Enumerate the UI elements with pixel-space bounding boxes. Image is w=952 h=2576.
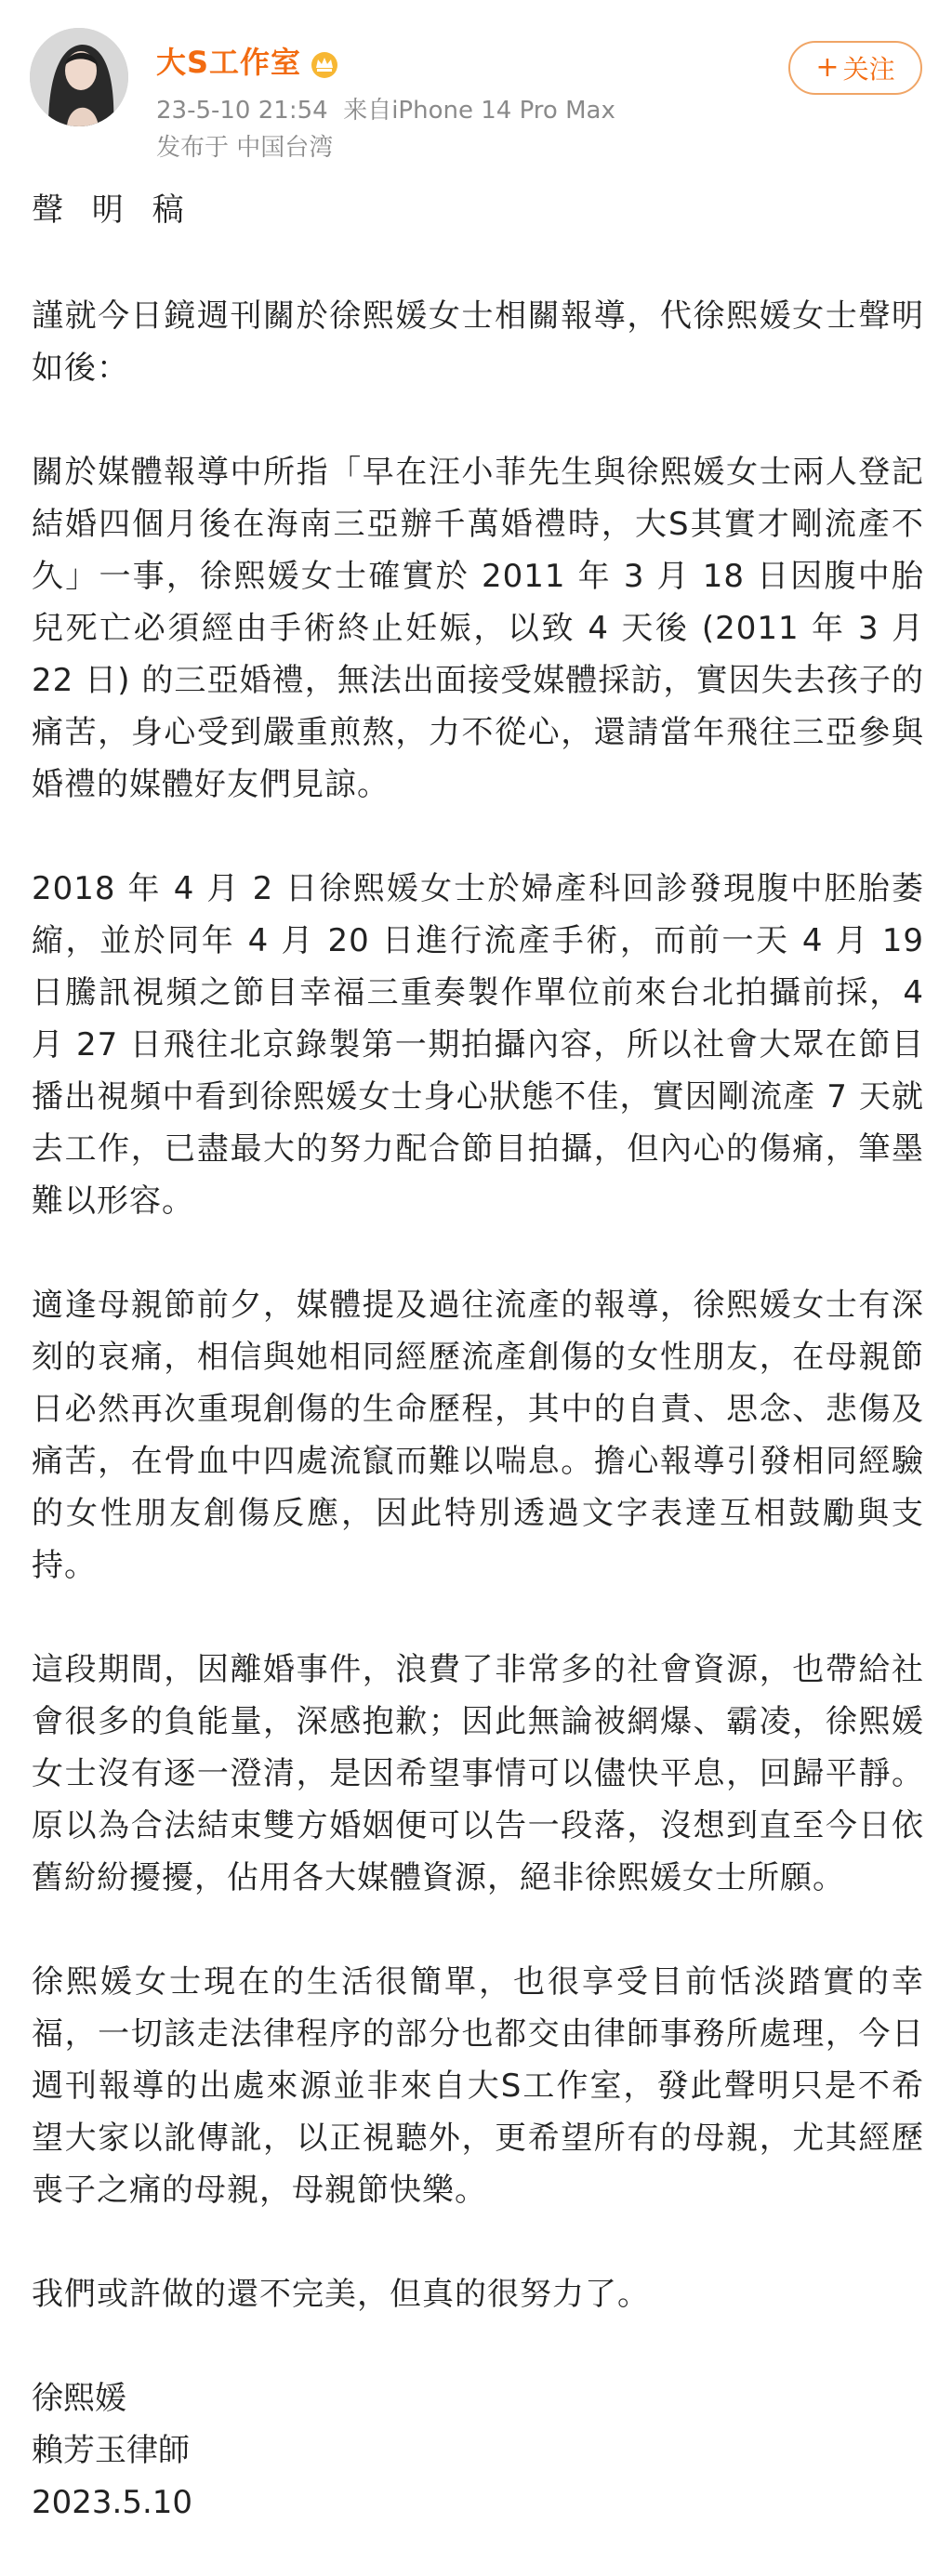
author-name[interactable] (156, 39, 340, 82)
author-name-text[interactable]: 大S工作室 (156, 45, 302, 80)
post-body (32, 182, 924, 2529)
plus-icon: + (815, 51, 840, 84)
post-date: 23-5-10 21:54 (156, 97, 328, 125)
crown-badge-icon (309, 49, 340, 79)
signatory-name: 徐熙媛 (32, 2380, 126, 2417)
statement-paragraph: 2018 年 4 月 2 日徐熙媛女士於婦產科回診發現腹中胚胎萎縮，並於同年 4 月 20 日進行流產手術，而前一天 4 月 19 日騰訊視頻之節目幸福三重奏製作單位前來台北拍攝前採，4 月 27 日飛往北京錄製第一期拍攝內容，所以社會大眾在節目播出視頻中看到徐熙媛女士身心狀態不佳，實因剛流產 7 天就去工作，已盡最大的努力配合節目拍攝，但內心的傷痛，筆墨難以形容。 (32, 870, 924, 1220)
post-location: 发布于 中国台湾 (156, 134, 334, 162)
post-meta (156, 91, 615, 125)
post-source: 来自iPhone 14 Pro Max (343, 97, 615, 125)
avatar-photo (30, 28, 128, 126)
follow-label: 关注 (842, 54, 895, 85)
statement-paragraph: 適逢母親節前夕，媒體提及過往流產的報導，徐熙媛女士有深刻的哀痛，相信與她相同經歷流產創傷的女性朋友，在母親節日必然再次重現創傷的生命歷程，其中的自責、思念、悲傷及痛苦，在骨血中四處流竄而難以喘息。擔心報導引發相同經驗的女性朋友創傷反應，因此特別透過文字表達互相鼓勵與支持。 (32, 1287, 924, 1584)
statement-paragraph: 這段期間，因離婚事件，浪費了非常多的社會資源，也帶給社會很多的負能量，深感抱歉；因此無論被網爆、霸凌，徐熙媛女士沒有逐一澄清，是因希望事情可以儘快平息，回歸平靜。原以為合法結束雙方婚姻便可以告一段落，沒想到直至今日依舊紛紛擾擾，佔用各大媒體資源，絕非徐熙媛女士所願。 (32, 1651, 924, 1896)
post-header (0, 0, 952, 162)
statement-date: 2023.5.10 (32, 2484, 193, 2521)
avatar[interactable] (30, 28, 128, 126)
statement-paragraph: 關於媒體報導中所指「早在汪小菲先生與徐熙媛女士兩人登記結婚四個月後在海南三亞辦千萬婚禮時，大S其實才剛流產不久」一事，徐熙媛女士確實於 2011 年 3 月 18 日因腹中胎兒死亡必須經由手術終止妊娠，以致 4 天後 (2011 年 3 月 22 日) 的三亞婚禮，無法出面接受媒體採訪，實因失去孩子的痛苦，身心受到嚴重煎熬，力不從心，還請當年飛往三亞參與婚禮的媒體好友們見諒。 (32, 454, 924, 803)
signatory-lawyer: 賴芳玉律師 (32, 2432, 190, 2469)
follow-button[interactable] (788, 41, 922, 95)
statement-paragraph: 我們或許做的還不完美，但真的很努力了。 (32, 2276, 650, 2313)
statement-heading: 聲 明 稿 (32, 192, 193, 229)
statement-paragraph: 謹就今日鏡週刊關於徐熙媛女士相關報導，代徐熙媛女士聲明如後： (32, 297, 924, 387)
statement-paragraph: 徐熙媛女士現在的生活很簡單，也很享受目前恬淡踏實的幸福，一切該走法律程序的部分也都交由律師事務所處理，今日週刊報導的出處來源並非來自大S工作室，發此聲明只是不希望大家以訛傳訛，以正視聽外，更希望所有的母親，尤其經歷喪子之痛的母親，母親節快樂。 (32, 1963, 924, 2209)
